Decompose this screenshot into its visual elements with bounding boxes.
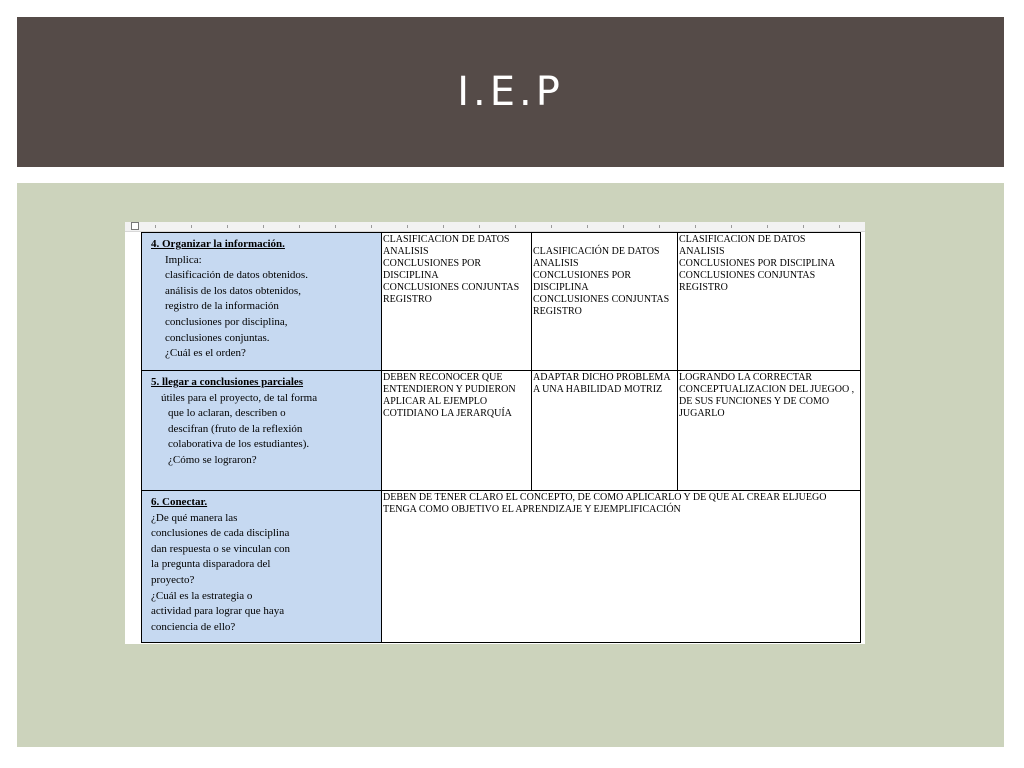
ruler [125, 222, 865, 232]
ruler-tick [335, 225, 336, 228]
row-6-line: proyecto? [151, 573, 195, 586]
row-6-line: dan respuesta o se vinculan con [151, 542, 290, 555]
table-row [142, 371, 861, 491]
row-4-cell-2: CLASIFICACIÓN DE DATOS ANALISIS CONCLUSIONES POR DISCIPLINA CONCLUSIONES CONJUNTAS REGISTRO [532, 233, 678, 371]
row-4-line: registro de la información [165, 300, 279, 313]
row-6-heading: 6. Conectar. [151, 496, 208, 508]
row-6-line: actividad para lograr que haya [151, 605, 285, 618]
row-5-cell-3: LOGRANDO LA CORRECTAR CONCEPTUALIZACION DEL JUEGOO , DE SUS FUNCIONES Y DE COMO JUGARLO [678, 371, 861, 491]
row-5-line: colaborativa de los estudiantes). [168, 438, 310, 451]
ruler-tick [839, 225, 840, 228]
ruler-tick [371, 225, 372, 228]
row-4-cell-1: CLASIFICACION DE DATOS ANALISIS CONCLUSIONES POR DISCIPLINA CONCLUSIONES CONJUNTAS REGISTRO [382, 233, 532, 371]
row-5-cell-2: ADAPTAR DICHO PROBLEMA A UNA HABILIDAD MOTRIZ [532, 371, 678, 491]
row-5-cell-1: DEBEN RECONOCER QUE ENTENDIERON Y PUDIERON APLICAR AL EJEMPLO COTIDIANO LA JERARQUÍA [382, 371, 532, 491]
row-5-line: útiles para el proyecto, de tal forma [161, 391, 318, 404]
row-4-heading: 4. Organizar la información. [151, 238, 285, 250]
row-4-line: análisis de los datos obtenidos, [165, 284, 301, 297]
row-5-line: ¿Cómo se lograron? [168, 453, 257, 466]
slide-title: I.E.P [457, 69, 564, 115]
table-row [142, 491, 861, 643]
ruler-tick [263, 225, 264, 228]
row-6-line: conclusiones de cada disciplina [151, 527, 290, 540]
row-4-line: Implica: [165, 253, 202, 266]
ruler-tick [155, 225, 156, 228]
slide-title-bar [17, 17, 1004, 167]
row-4-line: conclusiones conjuntas. [165, 331, 270, 344]
ruler-tick [551, 225, 552, 228]
ruler-tick [695, 225, 696, 228]
row-4-cell-3: CLASIFICACION DE DATOS ANALISIS CONCLUSIONES POR DISCIPLINA CONCLUSIONES CONJUNTAS REGISTRO [678, 233, 861, 371]
row-4-line: conclusiones por disciplina, [165, 315, 288, 328]
ruler-tick [299, 225, 300, 228]
row-6-line: conciencia de ello? [151, 620, 236, 633]
document-image [125, 222, 865, 644]
ruler-marker [131, 222, 139, 230]
table-row [142, 233, 861, 371]
row-6-merged-cell: DEBEN DE TENER CLARO EL CONCEPTO, DE COMO APLICARLO Y DE QUE AL CREAR ELJUEGO TENGA COMO OBJETIVO EL APRENDIZAJE Y EJEMPLIFICACIÓN [382, 491, 861, 643]
ruler-tick [479, 225, 480, 228]
ruler-tick [515, 225, 516, 228]
ruler-tick [587, 225, 588, 228]
ruler-tick [803, 225, 804, 228]
ruler-tick [623, 225, 624, 228]
ruler-tick [659, 225, 660, 228]
ruler-tick [191, 225, 192, 228]
row-6-line: la pregunta disparadora del [151, 558, 271, 571]
row-6-line: ¿Cuál es la estrategia o [151, 589, 253, 602]
row-4-description [142, 233, 382, 371]
row-6-line: ¿De qué manera las [151, 511, 238, 524]
ruler-tick [443, 225, 444, 228]
row-4-line: ¿Cuál es el orden? [165, 347, 246, 360]
row-6-description [142, 491, 382, 643]
ruler-tick [227, 225, 228, 228]
row-5-line: descifran (fruto de la reflexión [168, 422, 303, 435]
ruler-tick [407, 225, 408, 228]
ruler-tick [767, 225, 768, 228]
row-4-line: clasificación de datos obtenidos. [165, 269, 308, 282]
plan-table [141, 232, 861, 643]
row-5-heading: 5. llegar a conclusiones parciales [151, 376, 304, 388]
row-5-description [142, 371, 382, 491]
row-5-line: que lo aclaran, describen o [168, 407, 286, 420]
ruler-tick [731, 225, 732, 228]
